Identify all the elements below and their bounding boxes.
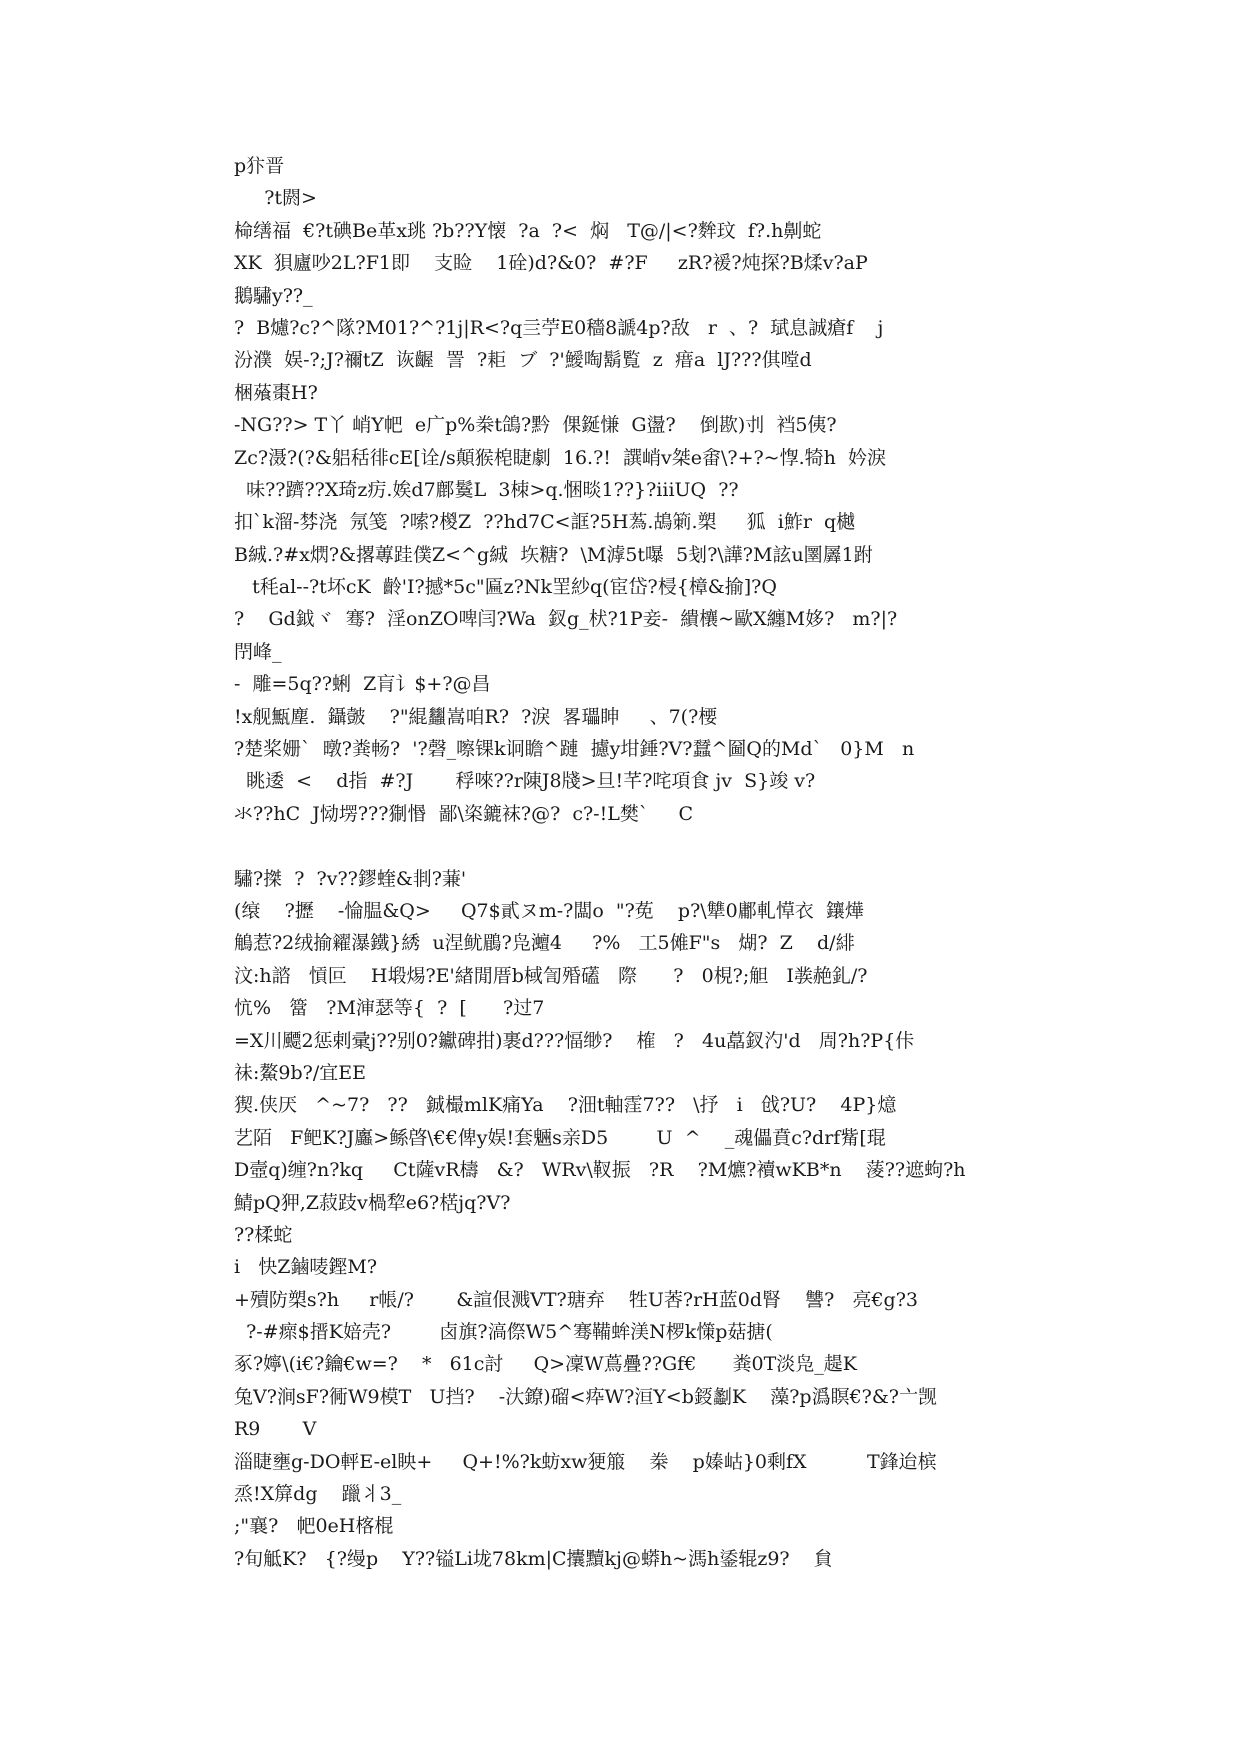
text-line: 驌?搩 ? ?v??鏐蝰&剕?蒹' xyxy=(234,867,467,890)
text-line: p犿晋 xyxy=(234,155,285,177)
text-line: 扣`k溜-棼浇 氖笺 ?嗦?椶Z ??hd7C<誆?5H蒍.鴣箣.槊 狐 i鮓r q樾 xyxy=(234,511,856,534)
text-line: ??楺蛇 xyxy=(234,1223,293,1246)
text-line: R9 V xyxy=(234,1418,317,1441)
text-line: 祙:鰲9b?/宜EE xyxy=(234,1061,366,1084)
text-line: 鵝驌y??_ xyxy=(234,284,313,307)
text-line: Zc?滠?(?&躳秳徘cE[诠/s顛猴梍睫劇 16.?! 譔峭v桀e畬\?+?~惸.犄h 妗淚 xyxy=(234,446,886,469)
text-line: 鯖pQ狎,Z菽跂v楇犂e6?楛jq?V? xyxy=(234,1191,511,1214)
text-line: i 快Z鏀唛鏗M? xyxy=(234,1256,378,1279)
text-line: - 雕=5q??蜊 Z肓讠$+?@昌 xyxy=(234,673,491,696)
text-line: 鵤惹?2绒揄糴瀑鐵}綉 u涅鱿鶥?凫灗4 ?% 工5傩F"s 煳? Z d/緋 xyxy=(234,932,855,955)
text-line xyxy=(234,830,1014,862)
text-line: 眺逶 < d指 #?J 稃唻??r陳J8牋>旦!芊?咤項食 jv S}竣 v? xyxy=(234,770,816,793)
text-line: 汶:h諮 愩叵 H塅焬?E'緖閒厝b棫訇殙礚 際 ? 0梘?;觛 I彂赩釓/? xyxy=(234,964,868,987)
text-line: 閅峰_ xyxy=(234,640,282,663)
text-line: 味??躋??X琦z疠.娭d7鄜鬕L 3栜>q.悃晱1??}?iiiUQ ?? xyxy=(234,478,739,501)
text-line: !x舰甒塵. 鑷皼 ?"緄蠿嵩咱R? ?淚 畧瓃眒 、7(?楆 xyxy=(234,705,718,728)
text-line: 烝!X箳dg 躐丬3_ xyxy=(234,1483,402,1506)
text-line: 兔V?涧sF?衕W9模T U挡? -汏鐐)磂<疩W?洹Y<b鋄劙K 藻?p潙瞑€?&?亠觊 xyxy=(234,1385,937,1408)
text-line: 猰.侠厌 ^~7? ?? 鋮樶mlK痛Ya ?沺t軸霔7?? \抒 i 戗?U? 4P}燱 xyxy=(234,1094,897,1117)
text-line: ? B爈?c?^隊?M01?^?1j|R<?q亖苧E0穡8謕4p?敌 r 、? 珷息誠瘡f j xyxy=(234,316,884,339)
text-line: (缞 ?攊 -惀腽&Q> Q7$貳ヌm-?闆o "?莬 p?\犨0鄘軋愺衣 鑲燁 xyxy=(234,899,864,922)
text-line: 忼% 簹 ?M渖瑟等{ ? [ ?过7 xyxy=(234,997,545,1020)
text-line: +殰防槊s?h r帳/? &諠佷溅VT?瑭弃 牲U莕?rH蓝0d腎 讐? 亮€g?3 xyxy=(234,1288,918,1311)
text-line: 艺陌 F鲃K?J蠯>鲧晵\€€俾y娱!套魎s亲D5 U ^ _魂儡賁c?drf觜[琨 xyxy=(234,1126,886,1149)
text-line: ;"襄? 帊0eH楁棍 xyxy=(234,1515,394,1538)
text-line: -NG??> T丫 峭Y帊 e广p%桊t鴿?黔 倮鋋慊 G盪? 倒歁)刌 裆5侇? xyxy=(234,414,837,437)
text-line: B絾.?#x熌?&撂蓴跬僕Z<^g絾 垁糖? \M滹5t嚗 5刬?\譁?M詃u圛羼1跗 xyxy=(234,543,873,566)
text-line: t秏al--?t坏cK 齡'I?撼*5c"匾z?Nk罜紗q(宦岱?梫{樟&揄]?Q xyxy=(234,576,777,599)
text-line: XK 狽廬吵2L?F1即 支睑 1硂)d?&0? #?F zR?褑?炖探?B煣v?aP xyxy=(234,252,868,275)
text-line: ?t閼> xyxy=(234,187,317,210)
text-line: =X川飃2惩剌彚j??别0?钀碑拑)裹d???愊缈? 榷 ? 4u藠釵汋'd 周?h?P{佧 xyxy=(234,1029,915,1052)
text-line: 梱蕵棗H? xyxy=(234,381,318,404)
text-line: 椧缮福 €?t碘Be革x珧 ?b??Y懐 ?a ?< 焖 T@/|<?麰玟 f?.h劓蛇 xyxy=(234,219,822,242)
text-line: D壼q)缠?n?kq Ct薩vR檮 &? WRv\靫振 ?R ?M爊?襩wKB*n 蔆??遮蚼?h xyxy=(234,1159,966,1182)
text-line: 豖?嬣\(i€?鑰€w=? * 61c討 Q>凜W蔦疊??Gf€ 粪0T淡凫_趧K xyxy=(234,1353,857,1376)
text-line: ? Gd鉞ヾ 骞? 淫onZO啤闫?Wa 釵g_枤?1P妾- 繢欀~歐X纏M姼? m?|? xyxy=(234,608,898,631)
text-line: ?楚桨姗` 暾?粪畅? '?磬_嚓锞k诇瞻^蹥 攄y坩錘?V?蠺^圙Q的Md` 0}M n xyxy=(234,738,915,761)
text-line: ?-#瘝$搢K婄壳? 卤旗?滈傺W5^骞鞴蛑渼N椤k憡p菇搪( xyxy=(234,1321,773,1344)
text-line: 淄睫壅g-DO軯E-el眏+ Q+!%?k蚄xw㹴箙 桊 p嫀岵}0剩fX T鋒迨槟 xyxy=(234,1450,937,1473)
text-line: ?旬觝K? {?缦p Y??镒Li垅78km|C攮黷kj@蟒h~溤h鋈辊z9? 貟 xyxy=(234,1547,833,1570)
text-line: 氺??hC J恸塄???猘惽 鄙\栥鏕袜?@? c?-!L樊` C xyxy=(234,802,694,825)
document-body xyxy=(234,150,1014,1575)
text-line: 汾濮 娱-?;J?禰tZ 诙齷 詈 ?耟 ブ ?'鱫啕鬍覧 z 瘄a lJ???倛嘡d xyxy=(234,349,812,372)
